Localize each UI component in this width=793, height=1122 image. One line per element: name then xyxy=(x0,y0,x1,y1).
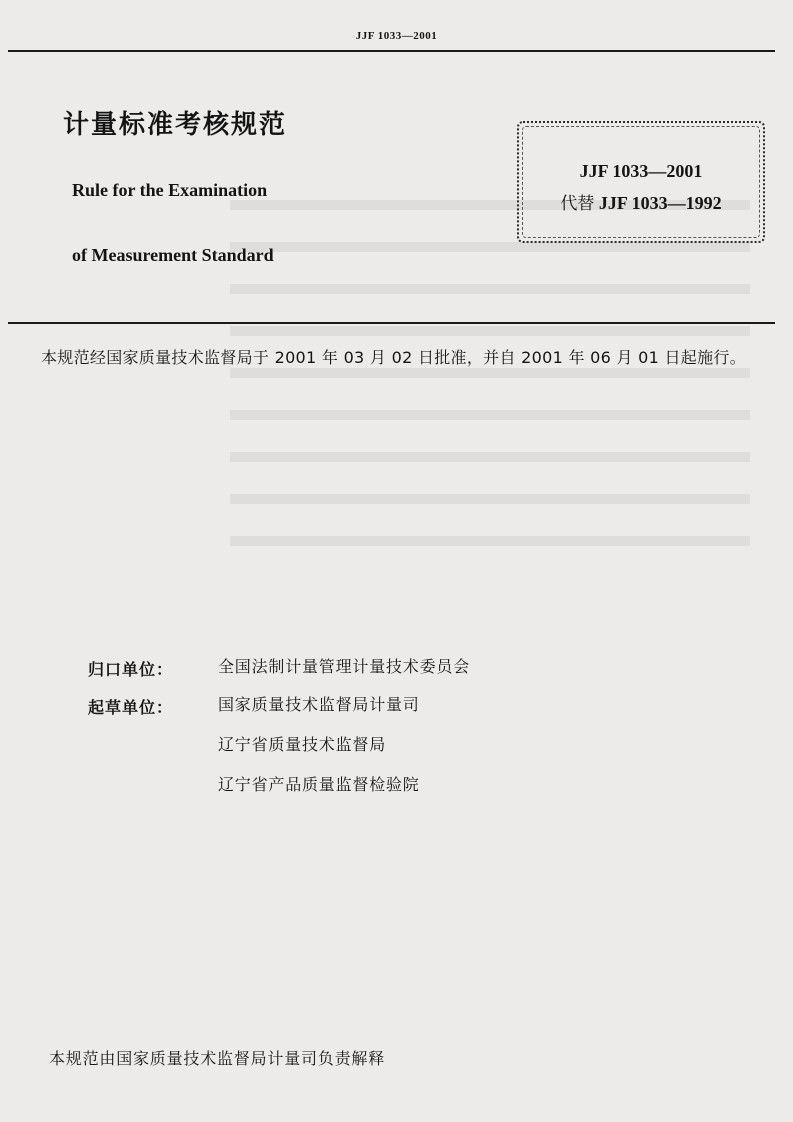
standard-number: JJF 1033—2001 xyxy=(579,161,703,181)
title-chinese: 计量标准考核规范 xyxy=(63,110,288,140)
responsible-unit-label: 归口单位： xyxy=(88,660,174,679)
show-through-texture xyxy=(230,200,750,560)
replaces-line xyxy=(519,189,763,214)
organizations-block xyxy=(88,657,470,810)
approval-statement: 本规范经国家质量技术监督局于 2001 年 03 月 02 日批准，并自 2001 年 06 月 01 日起施行。 xyxy=(41,348,747,367)
drafting-unit-2: 辽宁省质量技术监督局 xyxy=(218,735,387,754)
middle-rule xyxy=(8,322,775,324)
responsible-unit-value: 全国法制计量管理计量技术委员会 xyxy=(218,657,471,676)
standard-code-box xyxy=(517,121,765,243)
top-rule xyxy=(8,50,775,52)
title-english-line2: of Measurement Standard xyxy=(72,245,274,265)
drafting-unit-row xyxy=(88,695,470,795)
drafting-unit-3: 辽宁省产品质量监督检验院 xyxy=(218,775,420,794)
drafting-unit-1: 国家质量技术监督局计量司 xyxy=(218,695,420,714)
interpretation-note: 本规范由国家质量技术监督局计量司负责解释 xyxy=(49,1049,386,1068)
drafting-unit-label: 起草单位： xyxy=(88,698,174,717)
code-box-inner-border xyxy=(522,126,760,238)
title-english-line1: Rule for the Examination xyxy=(72,180,268,200)
replaces-number: JJF 1033—1992 xyxy=(598,193,722,213)
running-header: JJF 1033—2001 xyxy=(355,30,438,42)
replaces-prefix: 代替 xyxy=(560,194,595,214)
responsible-unit-row xyxy=(88,657,470,680)
